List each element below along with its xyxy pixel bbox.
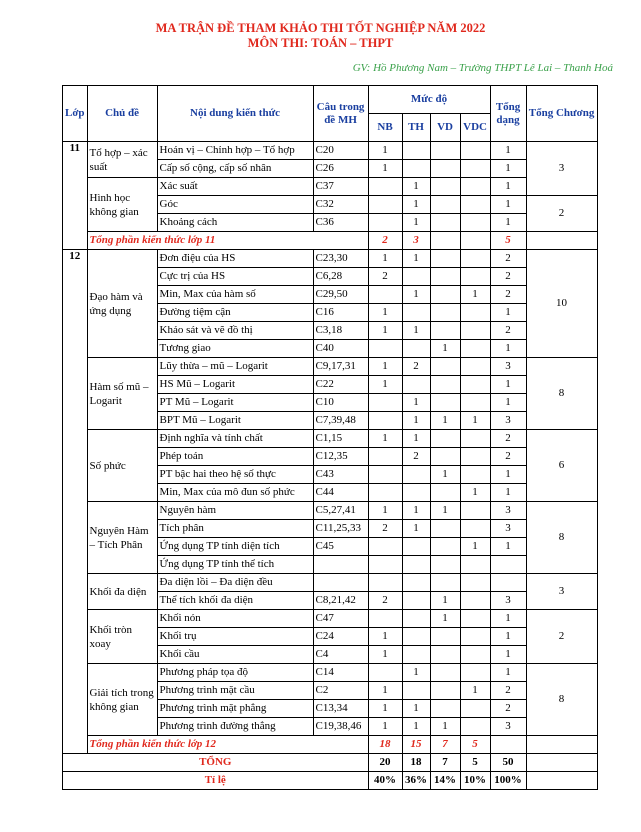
sum-label-11: Tổng phần kiến thức lớp 11 (87, 232, 368, 250)
th-cell (402, 628, 430, 646)
vd-cell (430, 430, 460, 448)
question-cell: C43 (313, 466, 368, 484)
th-cell (402, 340, 430, 358)
header-chude: Chủ đề (87, 86, 157, 142)
nb-cell: 1 (368, 304, 402, 322)
vdc-cell: 1 (460, 682, 490, 700)
sum-th-12: 15 (402, 736, 430, 754)
total-nb: 20 (368, 754, 402, 772)
vd-cell (430, 682, 460, 700)
th-cell (402, 574, 430, 592)
vdc-cell (460, 394, 490, 412)
vd-cell (430, 538, 460, 556)
tongdang-cell: 1 (490, 160, 526, 178)
topic-label: Hàm số mũ – Logarit (87, 358, 157, 430)
question-cell: C20 (313, 142, 368, 160)
vd-cell (430, 322, 460, 340)
header-th: TH (402, 114, 430, 142)
vd-cell (430, 142, 460, 160)
tongchuong-cell: 6 (526, 430, 597, 502)
th-cell: 1 (402, 412, 430, 430)
content-cell: Cực trị của HS (157, 268, 313, 286)
nb-cell: 1 (368, 376, 402, 394)
vd-cell (430, 250, 460, 268)
header-cau: Câu trong đề MH (313, 86, 368, 142)
tongdang-cell: 1 (490, 646, 526, 664)
ratio-vdc: 10% (460, 772, 490, 790)
nb-cell: 1 (368, 718, 402, 736)
content-cell: Thể tích khối đa diện (157, 592, 313, 610)
grade-label: 11 (63, 142, 88, 250)
nb-cell (368, 178, 402, 196)
exam-matrix-table (62, 85, 598, 790)
header-lop: Lớp (63, 86, 88, 142)
th-cell (402, 646, 430, 664)
vdc-cell: 1 (460, 484, 490, 502)
content-cell: PT bậc hai theo hệ số thực (157, 466, 313, 484)
vd-cell (430, 664, 460, 682)
nb-cell: 1 (368, 646, 402, 664)
nb-cell (368, 340, 402, 358)
vd-cell (430, 646, 460, 664)
sum-chuong-11 (526, 232, 597, 250)
nb-cell: 1 (368, 502, 402, 520)
tongdang-cell: 3 (490, 412, 526, 430)
total-vdc: 5 (460, 754, 490, 772)
header-tongchuong: Tổng Chương (526, 86, 597, 142)
nb-cell (368, 538, 402, 556)
document-title: MA TRẬN ĐỀ THAM KHẢO THI TỐT NGHIỆP NĂM 2022 (155, 21, 486, 35)
nb-cell: 1 (368, 682, 402, 700)
nb-cell (368, 664, 402, 682)
content-cell: Góc (157, 196, 313, 214)
tongdang-cell: 1 (490, 484, 526, 502)
ratio-vd: 14% (430, 772, 460, 790)
vdc-cell (460, 610, 490, 628)
sum-nb-11: 2 (368, 232, 402, 250)
sum-vdc-11 (460, 232, 490, 250)
question-cell: C4 (313, 646, 368, 664)
nb-cell: 1 (368, 322, 402, 340)
question-cell: C26 (313, 160, 368, 178)
question-cell: C47 (313, 610, 368, 628)
th-cell: 1 (402, 700, 430, 718)
th-cell: 1 (402, 286, 430, 304)
question-cell: C3,18 (313, 322, 368, 340)
tongdang-cell: 2 (490, 700, 526, 718)
tongdang-cell: 1 (490, 466, 526, 484)
sum-label-12: Tổng phần kiến thức lớp 12 (87, 736, 368, 754)
content-cell: Định nghĩa và tính chất (157, 430, 313, 448)
content-cell: Tương giao (157, 340, 313, 358)
tongdang-cell: 3 (490, 520, 526, 538)
content-cell: Min, Max của hàm số (157, 286, 313, 304)
th-cell (402, 376, 430, 394)
ratio-td: 100% (490, 772, 526, 790)
question-cell (313, 556, 368, 574)
nb-cell: 1 (368, 628, 402, 646)
question-cell: C24 (313, 628, 368, 646)
nb-cell: 1 (368, 700, 402, 718)
content-cell: Khối cầu (157, 646, 313, 664)
content-cell: Khoảng cách (157, 214, 313, 232)
sum-vdc-12: 5 (460, 736, 490, 754)
tongchuong-cell: 2 (526, 610, 597, 664)
nb-cell (368, 196, 402, 214)
nb-cell (368, 448, 402, 466)
ratio-nb: 40% (368, 772, 402, 790)
vd-cell (430, 700, 460, 718)
th-cell (402, 538, 430, 556)
sum-chuong-12 (526, 736, 597, 754)
sum-vd-11 (430, 232, 460, 250)
content-cell: Ứng dụng TP tính thể tích (157, 556, 313, 574)
tongdang-cell: 1 (490, 664, 526, 682)
content-cell: Min, Max của mô đun số phức (157, 484, 313, 502)
ratio-chuong (526, 772, 597, 790)
question-cell: C29,50 (313, 286, 368, 304)
tongdang-cell: 2 (490, 250, 526, 268)
question-cell: C13,34 (313, 700, 368, 718)
sum-vd-12: 7 (430, 736, 460, 754)
tongchuong-cell: 3 (526, 142, 597, 196)
nb-cell (368, 466, 402, 484)
topic-label: Hình học không gian (87, 178, 157, 232)
th-cell (402, 556, 430, 574)
nb-cell: 1 (368, 250, 402, 268)
content-cell: Hoán vị – Chỉnh hợp – Tổ hợp (157, 142, 313, 160)
content-cell: Phương pháp tọa độ (157, 664, 313, 682)
vdc-cell (460, 142, 490, 160)
vd-cell (430, 304, 460, 322)
author-credit: GV: Hồ Phương Nam – Trường THPT Lê Lai – Thanh Hoá (352, 62, 613, 74)
question-cell: C19,38,46 (313, 718, 368, 736)
ratio-th: 36% (402, 772, 430, 790)
topic-label: Nguyên Hàm – Tích Phân (87, 502, 157, 574)
th-cell: 1 (402, 250, 430, 268)
tongdang-cell: 2 (490, 286, 526, 304)
nb-cell (368, 574, 402, 592)
tongchuong-cell: 2 (526, 196, 597, 232)
question-cell: C23,30 (313, 250, 368, 268)
content-cell: HS Mũ – Logarit (157, 376, 313, 394)
content-cell: Cấp số cộng, cấp số nhân (157, 160, 313, 178)
document-subtitle: MÔN THI: TOÁN – THPT (247, 36, 394, 50)
header-nb: NB (368, 114, 402, 142)
content-cell: BPT Mũ – Logarit (157, 412, 313, 430)
vdc-cell (460, 250, 490, 268)
total-label: TỔNG (63, 754, 369, 772)
question-cell: C37 (313, 178, 368, 196)
content-cell: Khối nón (157, 610, 313, 628)
nb-cell: 2 (368, 268, 402, 286)
vd-cell (430, 394, 460, 412)
sum-nb-12: 18 (368, 736, 402, 754)
th-cell (402, 466, 430, 484)
vd-cell (430, 286, 460, 304)
sum-td-12 (490, 736, 526, 754)
total-vd: 7 (430, 754, 460, 772)
tongdang-cell: 3 (490, 502, 526, 520)
vdc-cell (460, 160, 490, 178)
question-cell: C22 (313, 376, 368, 394)
question-cell: C12,35 (313, 448, 368, 466)
vdc-cell (460, 664, 490, 682)
th-cell: 1 (402, 322, 430, 340)
topic-label: Tổ hợp – xác suất (87, 142, 157, 178)
question-cell: C8,21,42 (313, 592, 368, 610)
nb-cell (368, 484, 402, 502)
ratio-label: Tỉ lệ (63, 772, 369, 790)
total-th: 18 (402, 754, 430, 772)
vd-cell: 1 (430, 466, 460, 484)
vd-cell (430, 574, 460, 592)
vdc-cell (460, 178, 490, 196)
content-cell: Lũy thừa – mũ – Logarit (157, 358, 313, 376)
question-cell: C6,28 (313, 268, 368, 286)
topic-label: Số phức (87, 430, 157, 502)
vdc-cell (460, 628, 490, 646)
tongchuong-cell: 3 (526, 574, 597, 610)
vdc-cell (460, 304, 490, 322)
nb-cell: 1 (368, 430, 402, 448)
vd-cell: 1 (430, 340, 460, 358)
vd-cell (430, 448, 460, 466)
th-cell: 1 (402, 430, 430, 448)
header-noidung: Nội dung kiến thức (157, 86, 313, 142)
vd-cell: 1 (430, 718, 460, 736)
content-cell: Khối trụ (157, 628, 313, 646)
vdc-cell (460, 322, 490, 340)
content-cell: Tích phân (157, 520, 313, 538)
tongchuong-cell: 10 (526, 250, 597, 358)
content-cell: Đa diện lồi – Đa diện đều (157, 574, 313, 592)
question-cell: C40 (313, 340, 368, 358)
question-cell: C1,15 (313, 430, 368, 448)
nb-cell: 2 (368, 520, 402, 538)
total-chuong (526, 754, 597, 772)
th-cell: 1 (402, 196, 430, 214)
vdc-cell (460, 718, 490, 736)
th-cell (402, 682, 430, 700)
vd-cell: 1 (430, 610, 460, 628)
tongdang-cell: 2 (490, 268, 526, 286)
nb-cell (368, 394, 402, 412)
vdc-cell: 1 (460, 538, 490, 556)
tongdang-cell: 1 (490, 142, 526, 160)
th-cell (402, 592, 430, 610)
question-cell: C11,25,33 (313, 520, 368, 538)
tongdang-cell: 1 (490, 610, 526, 628)
question-cell: C44 (313, 484, 368, 502)
vdc-cell (460, 358, 490, 376)
th-cell: 1 (402, 520, 430, 538)
content-cell: Phương trình mặt phẳng (157, 700, 313, 718)
tongdang-cell: 1 (490, 304, 526, 322)
question-cell: C9,17,31 (313, 358, 368, 376)
topic-label: Khối đa diện (87, 574, 157, 610)
th-cell: 1 (402, 178, 430, 196)
vdc-cell: 1 (460, 412, 490, 430)
vd-cell (430, 556, 460, 574)
content-cell: Ứng dụng TP tính diện tích (157, 538, 313, 556)
tongdang-cell: 3 (490, 358, 526, 376)
nb-cell: 2 (368, 592, 402, 610)
vdc-cell (460, 520, 490, 538)
vdc-cell (460, 376, 490, 394)
nb-cell: 1 (368, 358, 402, 376)
vd-cell (430, 628, 460, 646)
question-cell: C10 (313, 394, 368, 412)
tongdang-cell: 1 (490, 538, 526, 556)
vdc-cell (460, 340, 490, 358)
content-cell: PT Mũ – Logarit (157, 394, 313, 412)
vdc-cell (460, 646, 490, 664)
content-cell: Nguyên hàm (157, 502, 313, 520)
vd-cell (430, 358, 460, 376)
content-cell: Phép toán (157, 448, 313, 466)
content-cell: Khảo sát và vẽ đồ thị (157, 322, 313, 340)
th-cell (402, 610, 430, 628)
vdc-cell: 1 (460, 286, 490, 304)
header-mucdo: Mức độ (368, 86, 490, 114)
tongdang-cell: 2 (490, 322, 526, 340)
vd-cell (430, 214, 460, 232)
topic-label: Đạo hàm và ứng dụng (87, 250, 157, 358)
vd-cell: 1 (430, 592, 460, 610)
th-cell (402, 142, 430, 160)
vdc-cell (460, 592, 490, 610)
question-cell: C14 (313, 664, 368, 682)
header-vdc: VDC (460, 114, 490, 142)
nb-cell: 1 (368, 142, 402, 160)
vdc-cell (460, 214, 490, 232)
content-cell: Phương trình đường thẳng (157, 718, 313, 736)
nb-cell (368, 610, 402, 628)
vd-cell (430, 178, 460, 196)
question-cell: C5,27,41 (313, 502, 368, 520)
header-vd: VD (430, 114, 460, 142)
vdc-cell (460, 556, 490, 574)
total-td: 50 (490, 754, 526, 772)
question-cell (313, 574, 368, 592)
vd-cell (430, 160, 460, 178)
question-cell: C7,39,48 (313, 412, 368, 430)
content-cell: Đường tiệm cận (157, 304, 313, 322)
th-cell (402, 268, 430, 286)
content-cell: Đơn điệu của HS (157, 250, 313, 268)
tongdang-cell: 1 (490, 196, 526, 214)
th-cell: 2 (402, 448, 430, 466)
vd-cell (430, 268, 460, 286)
content-cell: Xác suất (157, 178, 313, 196)
question-cell: C32 (313, 196, 368, 214)
question-cell: C36 (313, 214, 368, 232)
topic-label: Khối tròn xoay (87, 610, 157, 664)
vdc-cell (460, 502, 490, 520)
vdc-cell (460, 430, 490, 448)
tongchuong-cell: 8 (526, 358, 597, 430)
sum-td-11: 5 (490, 232, 526, 250)
question-cell: C45 (313, 538, 368, 556)
vd-cell (430, 520, 460, 538)
question-cell: C2 (313, 682, 368, 700)
tongdang-cell: 2 (490, 430, 526, 448)
vdc-cell (460, 268, 490, 286)
th-cell: 1 (402, 394, 430, 412)
vd-cell (430, 484, 460, 502)
grade-label: 12 (63, 250, 88, 754)
th-cell: 2 (402, 358, 430, 376)
tongdang-cell: 1 (490, 376, 526, 394)
vdc-cell (460, 574, 490, 592)
vdc-cell (460, 196, 490, 214)
vd-cell (430, 196, 460, 214)
th-cell (402, 484, 430, 502)
sum-th-11: 3 (402, 232, 430, 250)
nb-cell (368, 286, 402, 304)
th-cell: 1 (402, 214, 430, 232)
tongdang-cell: 2 (490, 448, 526, 466)
tongdang-cell: 1 (490, 178, 526, 196)
tongdang-cell: 1 (490, 214, 526, 232)
tongdang-cell: 1 (490, 628, 526, 646)
vdc-cell (460, 700, 490, 718)
tongdang-cell (490, 556, 526, 574)
vd-cell (430, 376, 460, 394)
th-cell: 1 (402, 502, 430, 520)
nb-cell (368, 556, 402, 574)
vd-cell: 1 (430, 412, 460, 430)
vdc-cell (460, 448, 490, 466)
nb-cell (368, 214, 402, 232)
content-cell: Phương trình mặt cầu (157, 682, 313, 700)
th-cell: 1 (402, 664, 430, 682)
question-cell: C16 (313, 304, 368, 322)
tongdang-cell: 1 (490, 340, 526, 358)
th-cell (402, 304, 430, 322)
tongdang-cell (490, 574, 526, 592)
tongdang-cell: 2 (490, 682, 526, 700)
tongdang-cell: 1 (490, 394, 526, 412)
vd-cell: 1 (430, 502, 460, 520)
nb-cell: 1 (368, 160, 402, 178)
tongdang-cell: 3 (490, 718, 526, 736)
tongchuong-cell: 8 (526, 502, 597, 574)
tongchuong-cell: 8 (526, 664, 597, 736)
th-cell: 1 (402, 718, 430, 736)
nb-cell (368, 412, 402, 430)
topic-label: Giải tích trong không gian (87, 664, 157, 736)
th-cell (402, 160, 430, 178)
header-tongdang: Tổng dạng (490, 86, 526, 142)
vdc-cell (460, 466, 490, 484)
tongdang-cell: 3 (490, 592, 526, 610)
